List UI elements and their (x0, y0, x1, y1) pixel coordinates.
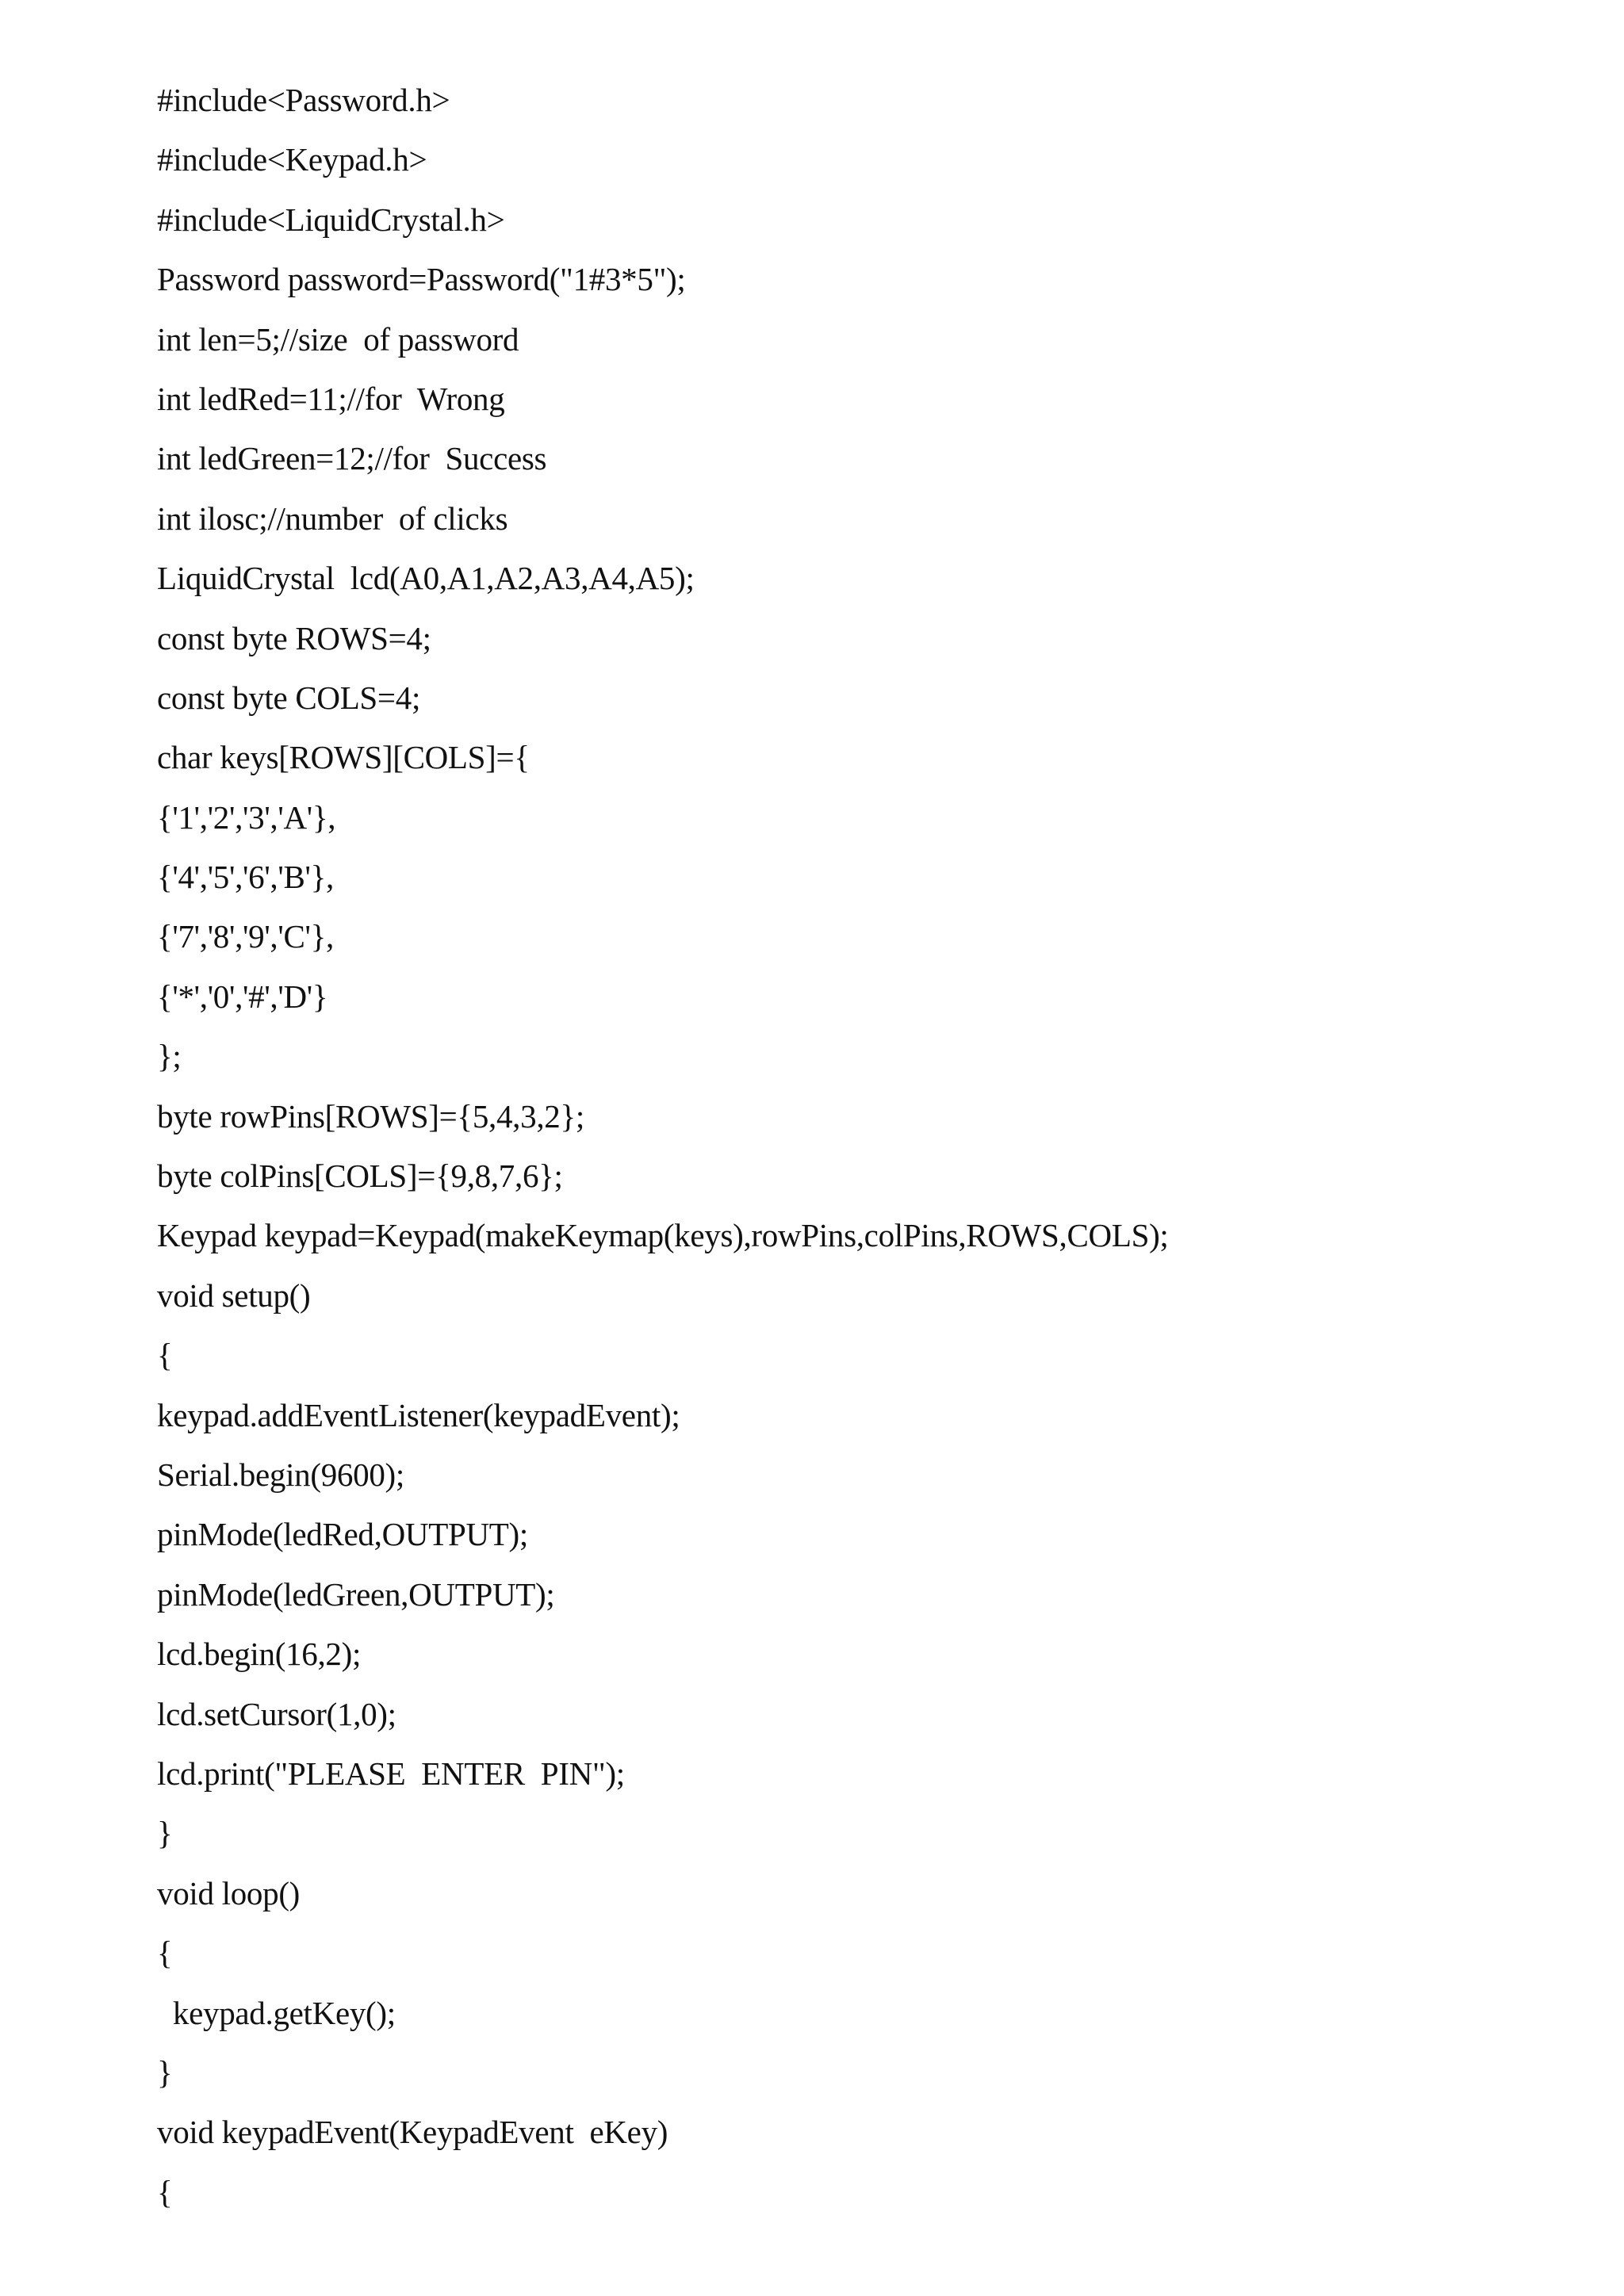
code-line: const byte ROWS=4; (157, 619, 431, 656)
code-line: int ledGreen=12;//for Success (157, 440, 547, 477)
code-line: #include<Keypad.h> (157, 141, 427, 178)
code-line: void setup() (157, 1276, 311, 1314)
code-line: lcd.print("PLEASE ENTER PIN"); (157, 1755, 625, 1792)
code-line: void loop() (157, 1874, 301, 1911)
code-line: {'1','2','3','A'}, (157, 798, 336, 836)
code-line: lcd.setCursor(1,0); (157, 1695, 396, 1732)
code-line: {'7','8','9','C'}, (157, 918, 334, 955)
code-line: byte colPins[COLS]={9,8,7,6}; (157, 1158, 563, 1195)
code-line: } (157, 2053, 173, 2091)
code-line: } (157, 1815, 173, 1852)
code-line: {'*','0','#','D'} (157, 978, 328, 1015)
code-line: {'4','5','6','B'}, (157, 859, 334, 896)
code-line: const byte COLS=4; (157, 679, 421, 716)
code-listing (157, 76, 1169, 2228)
code-line: int ledRed=11;//for Wrong (157, 380, 505, 417)
code-line: { (157, 2173, 173, 2210)
code-line: pinMode(ledGreen,OUTPUT); (157, 1575, 555, 1613)
code-line: { (157, 1337, 173, 1374)
code-line: int len=5;//size of password (157, 320, 519, 358)
code-line: #include<Password.h> (157, 82, 450, 118)
code-line: #include<LiquidCrystal.h> (157, 201, 505, 238)
code-line: Password password=Password("1#3*5"); (157, 261, 686, 298)
code-line: { (157, 1934, 173, 1972)
code-line: Serial.begin(9600); (157, 1456, 404, 1493)
code-line: lcd.begin(16,2); (157, 1636, 362, 1673)
code-line: pinMode(ledRed,OUTPUT); (157, 1516, 528, 1553)
code-line: char keys[ROWS][COLS]={ (157, 739, 530, 776)
code-line: byte rowPins[ROWS]={5,4,3,2}; (157, 1097, 584, 1135)
code-line: void keypadEvent(KeypadEvent eKey) (157, 2114, 668, 2151)
code-line: Keypad keypad=Keypad(makeKeymap(keys),rowPins,colPins,ROWS,COLS); (157, 1217, 1169, 1254)
code-line: keypad.getKey(); (157, 1994, 396, 2031)
code-line: }; (157, 1038, 182, 1075)
code-line: LiquidCrystal lcd(A0,A1,A2,A3,A4,A5); (157, 560, 695, 597)
code-line: keypad.addEventListener(keypadEvent); (157, 1396, 680, 1433)
code-line: int ilosc;//number of clicks (157, 499, 508, 537)
